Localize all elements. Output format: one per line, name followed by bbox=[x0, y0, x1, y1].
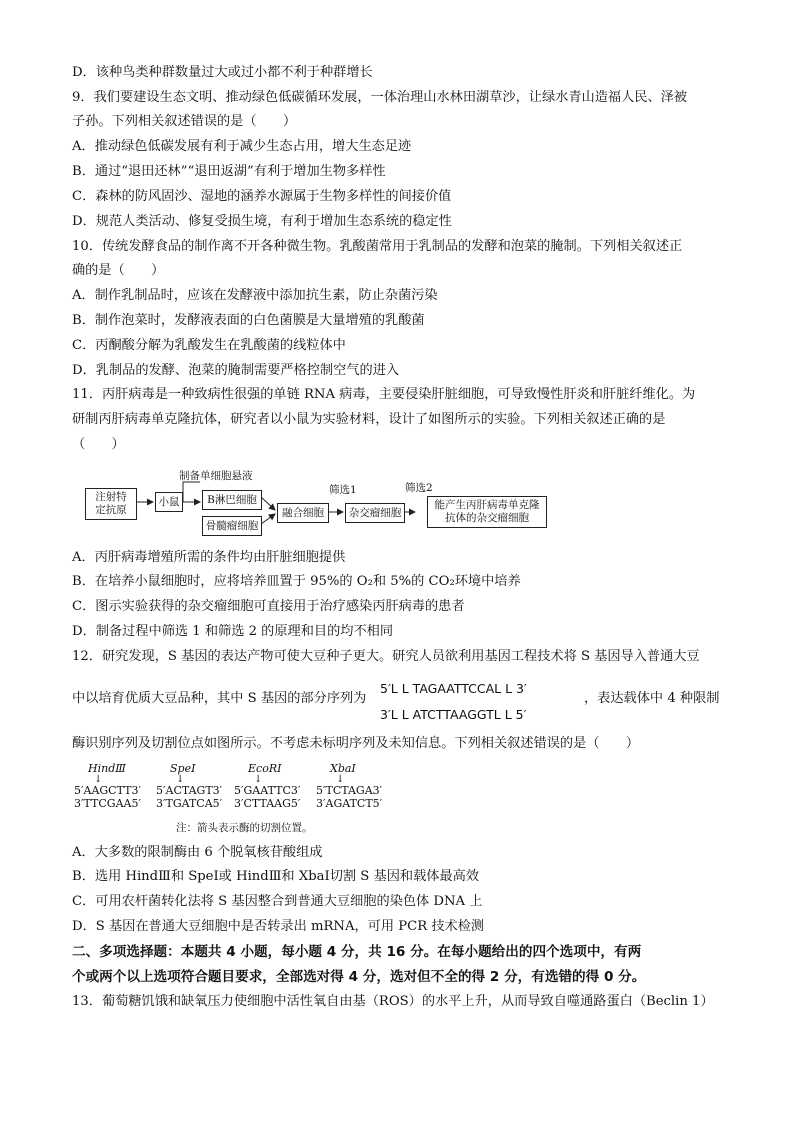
q9-option-b: B．通过“退田还林”“退田返湖”有利于增加生物多样性 bbox=[72, 164, 386, 179]
q9-stem-line1: 9．我们要建设生态文明、推动绿色低碳循环发展，一体治理山水林田湖草沙，让绿水青山造福人民、泽被 bbox=[72, 90, 688, 105]
q12-stem-line1: 12．研究发现，S 基因的表达产物可使大豆种子更大。研究人员欲利用基因工程技术将 S 基因导入普通大豆 bbox=[72, 649, 700, 664]
q10-option-a: A．制作乳制品时，应该在发酵液中添加抗生素，防止杂菌污染 bbox=[72, 288, 438, 303]
q11-stem-line2: 研制丙肝病毒单克隆抗体，研究者以小鼠为实验材料，设计了如图所示的实验。下列相关叙述正确的是 bbox=[72, 412, 666, 427]
q11-option-a: A．丙肝病毒增殖所需的条件均由肝脏细胞提供 bbox=[72, 550, 346, 565]
enzyme-xbai-bottom: 3′AGATCT5′ bbox=[316, 797, 383, 810]
q10-option-c: C．丙酮酸分解为乳酸发生在乳酸菌的线粒体中 bbox=[72, 338, 346, 353]
q11-stem-line3: （ ） bbox=[72, 437, 125, 452]
enzyme-xbai bbox=[316, 762, 382, 810]
mouse-box bbox=[155, 492, 183, 512]
myeloma-cell-label: 骨髓瘤细胞 bbox=[205, 519, 259, 532]
q12-stem-line2b: ，表达载体中 4 种限制 bbox=[584, 691, 720, 706]
monoclonal-antibody-flow-diagram bbox=[75, 462, 620, 542]
enzyme-spei bbox=[156, 762, 222, 810]
q12-stem-line2a: 中以培育优质大豆品种，其中 S 基因的部分序列为 bbox=[72, 691, 367, 706]
enzyme-spei-top: 5′ACTAGT3′ bbox=[156, 784, 223, 797]
sequence-bottom-strand: 3′L L ATCTTAAGGTL L 5′ bbox=[380, 707, 527, 722]
sequence-top-strand: 5′L L TAGAATTCCAL L 3′ bbox=[380, 681, 527, 696]
q11-stem-line1: 11．丙肝病毒是一种致病性很强的单链 RNA 病毒，主要侵染肝脏细胞，可导致慢性肝炎和肝脏纤维化。为 bbox=[72, 387, 696, 402]
enzyme-hindiii-top: 5′AAGCTT3′ bbox=[74, 784, 141, 797]
cut-arrow-icon: ↓ bbox=[94, 774, 103, 785]
q10-option-d: D．乳制品的发酵、泡菜的腌制需要严格控制空气的进入 bbox=[72, 363, 400, 378]
cut-arrow-icon: ↓ bbox=[176, 774, 185, 785]
target-hybridoma-label: 能产生丙肝病毒单克隆抗体的杂交瘤细胞 bbox=[434, 499, 540, 524]
hybridoma-label: 杂交瘤细胞 bbox=[348, 506, 402, 519]
q12-option-d: D．S 基因在普通大豆细胞中是否转录出 mRNA，可用 PCR 技术检测 bbox=[72, 919, 485, 934]
q8-option-d: D．该种鸟类种群数量过大或过小都不利于种群增长 bbox=[72, 65, 373, 80]
inject-antigen-box bbox=[85, 488, 137, 520]
q11-option-c: C．图示实验获得的杂交瘤细胞可直接用于治疗感染丙肝病毒的患者 bbox=[72, 599, 465, 614]
q11-option-b: B．在培养小鼠细胞时，应将培养皿置于 95%的 O₂和 5%的 CO₂环境中培养 bbox=[72, 574, 521, 589]
section-2-heading-line2: 个或两个以上选项符合题目要求，全部选对得 4 分，选对但不全的得 2 分，有选错的得 0 分。 bbox=[72, 969, 646, 985]
enzyme-hindiii-name: HindⅢ bbox=[88, 762, 126, 775]
enzyme-spei-name: SpeⅠ bbox=[170, 762, 196, 775]
q12-option-c: C．可用农杆菌转化法将 S 基因整合到普通大豆细胞的染色体 DNA 上 bbox=[72, 894, 483, 909]
enzyme-ecori-bottom: 3′CTTAAG5′ bbox=[234, 797, 301, 810]
enzyme-ecori-top: 5′GAATTC3′ bbox=[234, 784, 301, 797]
enzyme-hindiii-bottom: 3′TTCGAA5′ bbox=[74, 797, 141, 810]
q9-option-a: A．推动绿色低碳发展有利于减少生态占用，增大生态足迹 bbox=[72, 139, 412, 154]
myeloma-cell-box bbox=[202, 516, 262, 536]
b-lymphocyte-box bbox=[202, 490, 262, 510]
enzyme-xbai-name: XbaⅠ bbox=[330, 762, 356, 775]
target-hybridoma-box bbox=[427, 496, 547, 528]
screen-1-label: 筛选1 bbox=[329, 484, 357, 496]
screen-2-label: 筛选2 bbox=[405, 482, 433, 494]
enzyme-spei-bottom: 3′TGATCA5′ bbox=[156, 797, 223, 810]
enzyme-ecori bbox=[234, 762, 300, 810]
single-cell-suspension-label: 制备单细胞悬液 bbox=[179, 470, 253, 482]
enzyme-ecori-name: EcoRⅠ bbox=[248, 762, 282, 775]
section-2-heading-line1: 二、多项选择题：本题共 4 小题，每小题 4 分，共 16 分。在每小题给出的四个选项中，有两 bbox=[72, 944, 642, 960]
q12-option-b: B．选用 HindⅢ和 SpeⅠ或 HindⅢ和 XbaⅠ切割 S 基因和载体最高效 bbox=[72, 869, 480, 884]
q11-option-d: D．制备过程中筛选 1 和筛选 2 的原理和目的均不相同 bbox=[72, 624, 394, 639]
fused-cell-label: 融合细胞 bbox=[282, 506, 324, 519]
s-gene-sequence bbox=[380, 676, 527, 728]
q9-stem-line2: 子孙。下列相关叙述错误的是（ ） bbox=[72, 114, 297, 129]
mouse-label: 小鼠 bbox=[158, 495, 180, 508]
q12-option-a: A．大多数的限制酶由 6 个脱氧核苷酸组成 bbox=[72, 845, 323, 860]
figure-note: 注：箭头表示酶的切割位置。 bbox=[176, 822, 313, 834]
restriction-enzyme-figure bbox=[72, 762, 392, 832]
q10-stem-line2: 确的是（ ） bbox=[72, 263, 165, 278]
enzyme-xbai-top: 5′TCTAGA3′ bbox=[316, 784, 383, 797]
cut-arrow-icon: ↓ bbox=[254, 774, 263, 785]
hybridoma-box bbox=[345, 503, 405, 523]
q13-stem-line1: 13．葡萄糖饥饿和缺氧压力使细胞中活性氧自由基（ROS）的水平上升，从而导致自噬通路蛋白（Beclin 1） bbox=[72, 994, 714, 1009]
inject-antigen-label: 注射特定抗原 bbox=[95, 491, 127, 516]
q9-option-d: D．规范人类活动、修复受损生境，有利于增加生态系统的稳定性 bbox=[72, 214, 452, 229]
fused-cell-box bbox=[277, 503, 329, 523]
q12-stem-line3: 酶识别序列及切割位点如图所示。不考虑未标明序列及未知信息。下列相关叙述错误的是（ ） bbox=[72, 736, 640, 751]
b-lymphocyte-label: B淋巴细胞 bbox=[207, 493, 257, 506]
q10-option-b: B．制作泡菜时，发酵液表面的白色菌膜是大量增殖的乳酸菌 bbox=[72, 313, 425, 328]
cut-arrow-icon: ↓ bbox=[336, 774, 345, 785]
q9-option-c: C．森林的防风固沙、湿地的涵养水源属于生物多样性的间接价值 bbox=[72, 189, 452, 204]
enzyme-hindiii bbox=[74, 762, 141, 810]
q10-stem-line1: 10．传统发酵食品的制作离不开各种微生物。乳酸菌常用于乳制品的发酵和泡菜的腌制。下列相关叙述正 bbox=[72, 239, 683, 254]
